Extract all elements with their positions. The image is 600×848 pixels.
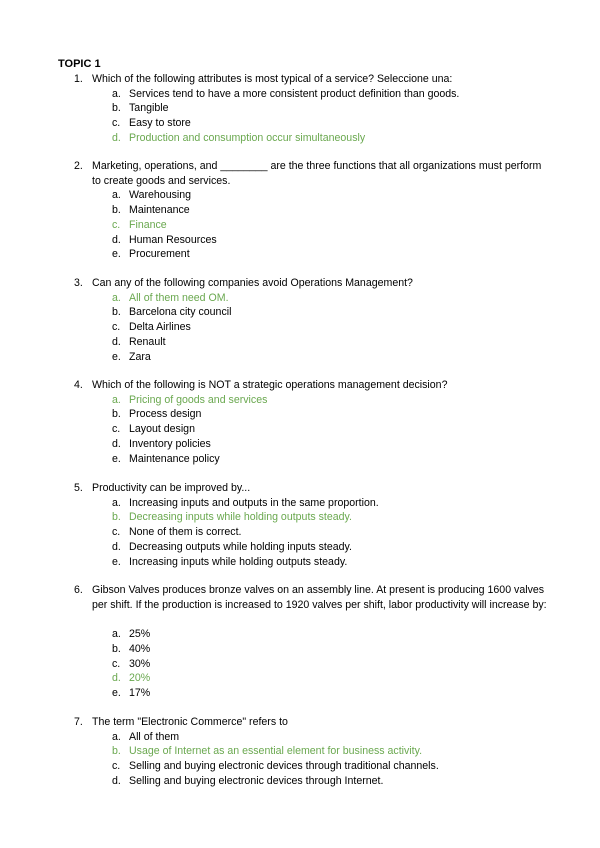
answer-option	[0, 437, 600, 452]
option-text: All of them	[129, 730, 180, 743]
option-letter: e.	[112, 248, 121, 261]
option-text: Procurement	[129, 248, 190, 261]
option-letter: e.	[112, 686, 121, 699]
option-text: None of them is correct.	[129, 526, 242, 539]
answer-option	[0, 407, 600, 422]
option-letter: d.	[112, 540, 121, 553]
option-text: Zara	[129, 350, 151, 363]
option-text: All of them need OM.	[129, 291, 229, 304]
option-letter: b.	[112, 102, 121, 115]
option-text: Maintenance policy	[129, 452, 220, 465]
answer-option	[0, 686, 600, 701]
option-letter: c.	[112, 117, 121, 130]
question-text: Gibson Valves produces bronze valves on an assembly line. At present is producing 1600 valves per shift. If the production is increased to 1920 valves per shift, labor productivity will increase by:	[92, 584, 547, 611]
question-text: Can any of the following companies avoid Operations Management?	[92, 277, 413, 289]
option-text: Selling and buying electronic devices through Internet.	[129, 774, 384, 787]
answer-option	[0, 247, 600, 262]
option-letter: a.	[112, 87, 121, 100]
question-number: 7.	[74, 716, 83, 728]
answer-option	[0, 642, 600, 657]
option-letter: b.	[112, 204, 121, 217]
answer-option-correct	[0, 393, 600, 408]
answer-option	[0, 730, 600, 745]
option-text: 40%	[129, 642, 151, 655]
answer-option	[0, 350, 600, 365]
option-text: Maintenance	[129, 204, 190, 217]
option-letter: d.	[112, 437, 121, 450]
option-letter: b.	[112, 408, 121, 421]
answer-option-correct	[0, 744, 600, 759]
option-letter: b.	[112, 642, 121, 655]
option-text: Decreasing outputs while holding inputs steady.	[129, 540, 352, 553]
option-text: 17%	[129, 686, 151, 699]
option-letter: c.	[112, 760, 121, 773]
option-letter: c.	[112, 218, 121, 231]
question-number: 4.	[74, 379, 83, 391]
answer-option	[0, 203, 600, 218]
option-text: Usage of Internet as an essential element for business activity.	[129, 745, 423, 758]
option-letter: a.	[112, 393, 121, 406]
answer-option	[0, 320, 600, 335]
answer-option	[0, 774, 600, 789]
question-number: 5.	[74, 482, 83, 494]
option-text: Finance	[129, 218, 167, 231]
option-letter: d.	[112, 335, 121, 348]
option-text: Human Resources	[129, 233, 217, 246]
option-text: Inventory policies	[129, 437, 211, 450]
answer-option	[0, 540, 600, 555]
answer-option-correct	[0, 131, 600, 146]
answer-option	[0, 759, 600, 774]
answer-option	[0, 87, 600, 102]
option-text: 30%	[129, 657, 151, 670]
option-letter: e.	[112, 350, 121, 363]
question-number: 6.	[74, 584, 83, 596]
option-text: Tangible	[129, 102, 169, 115]
answer-option	[0, 657, 600, 672]
answer-option	[0, 233, 600, 248]
answer-option-correct	[0, 218, 600, 233]
option-letter: c.	[112, 423, 121, 436]
option-letter: e.	[112, 452, 121, 465]
option-text: Renault	[129, 335, 166, 348]
option-text: Warehousing	[129, 189, 192, 202]
answer-option	[0, 101, 600, 116]
option-text: Barcelona city council	[129, 306, 232, 319]
answer-option	[0, 422, 600, 437]
option-letter: d.	[112, 672, 121, 685]
answer-option	[0, 627, 600, 642]
option-letter: b.	[112, 306, 121, 319]
question-text: Productivity can be improved by...	[92, 482, 251, 494]
option-text: Increasing inputs while holding outputs steady.	[129, 555, 348, 568]
option-letter: d.	[112, 131, 121, 144]
answer-option	[0, 188, 600, 203]
question-number: 1.	[74, 73, 83, 85]
option-text: Layout design	[129, 423, 195, 436]
answer-option-correct	[0, 291, 600, 306]
option-text: Services tend to have a more consistent product definition than goods.	[129, 87, 460, 100]
option-letter: c.	[112, 657, 121, 670]
answer-option	[0, 452, 600, 467]
option-letter: c.	[112, 526, 121, 539]
option-text: 20%	[129, 672, 151, 685]
answer-option	[0, 496, 600, 511]
option-text: Selling and buying electronic devices through traditional channels.	[129, 760, 439, 773]
answer-option	[0, 116, 600, 131]
answer-option	[0, 335, 600, 350]
question-number: 3.	[74, 277, 83, 289]
question-text: The term "Electronic Commerce" refers to	[92, 716, 288, 728]
option-text: Easy to store	[129, 117, 191, 130]
option-letter: d.	[112, 774, 121, 787]
option-letter: e.	[112, 555, 121, 568]
option-letter: a.	[112, 628, 121, 641]
option-text: Delta Airlines	[129, 321, 191, 334]
option-text: Production and consumption occur simultaneously	[129, 131, 366, 144]
option-letter: a.	[112, 730, 121, 743]
question-text: Marketing, operations, and ________ are the three functions that all organizations must perform to create goods and services.	[92, 160, 542, 187]
topic-heading: TOPIC 1	[58, 58, 101, 70]
question-number: 2.	[74, 160, 83, 172]
option-letter: d.	[112, 233, 121, 246]
option-letter: c.	[112, 321, 121, 334]
answer-option	[0, 305, 600, 320]
question-text: Which of the following attributes is most typical of a service? Seleccione una:	[92, 73, 453, 85]
option-text: Process design	[129, 408, 202, 421]
question-text: Which of the following is NOT a strategic operations management decision?	[92, 379, 448, 391]
option-text: Decreasing inputs while holding outputs steady.	[129, 511, 352, 524]
option-letter: b.	[112, 745, 121, 758]
option-letter: a.	[112, 189, 121, 202]
option-letter: a.	[112, 496, 121, 509]
answer-option	[0, 555, 600, 570]
answer-option-correct	[0, 510, 600, 525]
option-text: Increasing inputs and outputs in the same proportion.	[129, 496, 379, 509]
answer-option-correct	[0, 671, 600, 686]
option-letter: b.	[112, 511, 121, 524]
answer-option	[0, 525, 600, 540]
option-text: 25%	[129, 628, 151, 641]
option-text: Pricing of goods and services	[129, 393, 268, 406]
option-letter: a.	[112, 291, 121, 304]
